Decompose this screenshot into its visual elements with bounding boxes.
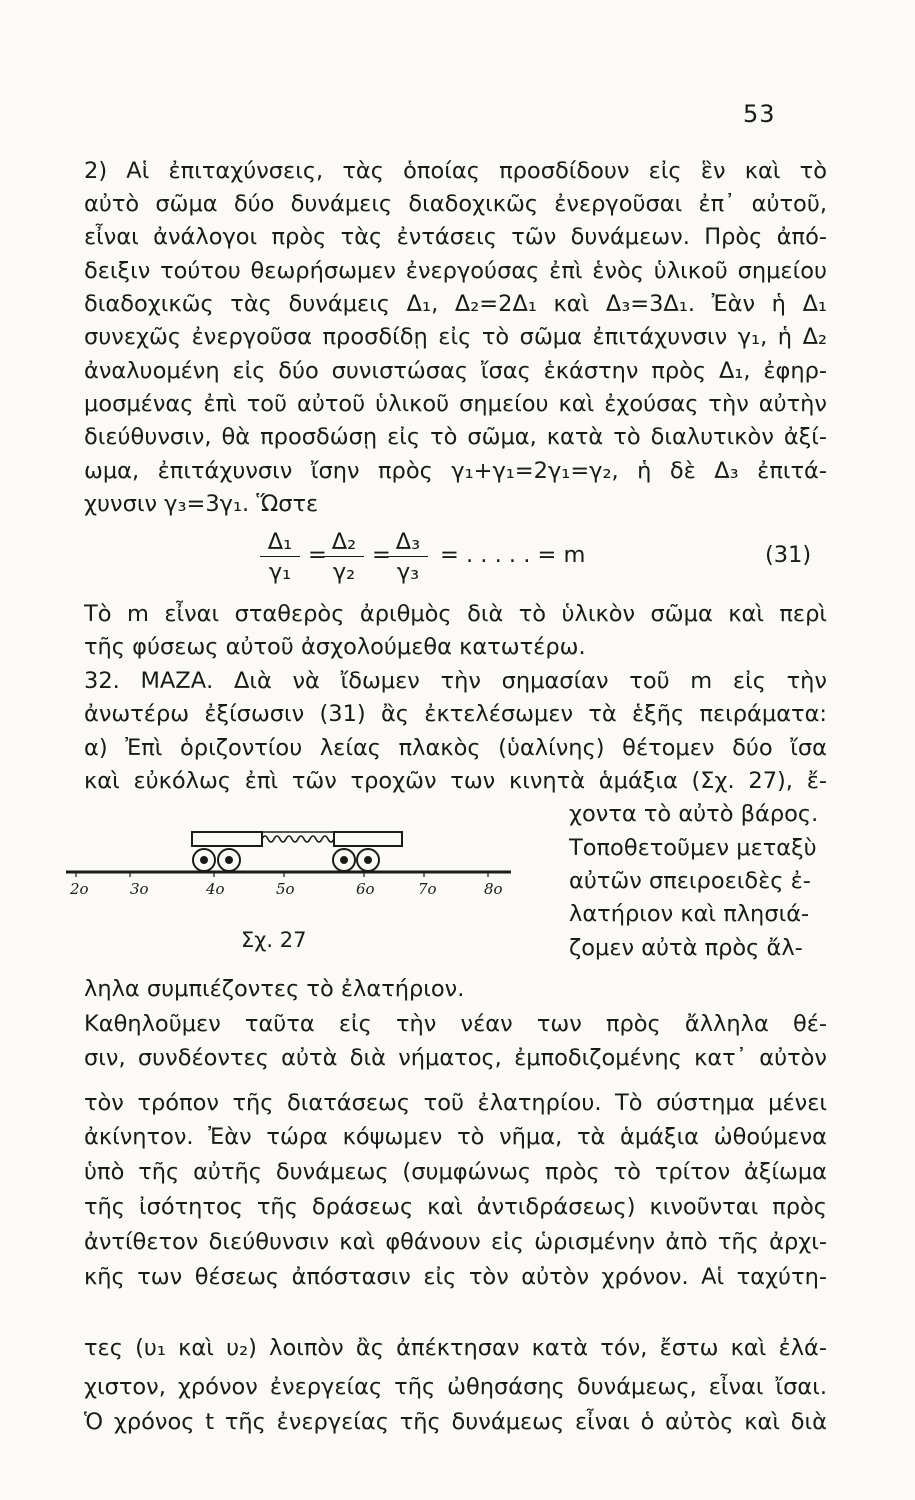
scale-label: 5o (276, 880, 295, 898)
page-number: 53 (743, 100, 776, 128)
scale-label: 6o (356, 880, 375, 898)
equation-number: (31) (765, 542, 812, 568)
text-line: συνεχῶς ἐνεργοῦσα προσδίδῃ εἰς τὸ σῶμα ἐπιτάχυνσιν γ₁, ἡ Δ₂ (84, 324, 827, 350)
scale-label: 8o (484, 880, 503, 898)
text-line: ληλα συμπιέζοντες τὸ ἐλατήριον. (84, 976, 465, 1002)
text-line: αὐτῶν σπειροειδὲς ἐ- (569, 868, 811, 894)
text-line: δειξιν τούτου θεωρήσωμεν ἐνεργούσας ἐπὶ ἑνὸς ὑλικοῦ σημείου (84, 258, 827, 284)
text-line: τῆς φύσεως αὐτοῦ ἀσχολούμεθα κατωτέρω. (84, 634, 586, 660)
text-line: Τὸ m εἶναι σταθερὸς ἀριθμὸς διὰ τὸ ὑλικὸν σῶμα καὶ περὶ (84, 601, 827, 627)
text-line: σιν, συνδέοντες αὐτὰ διὰ νήματος, ἐμποδιζομένης κατ᾽ αὐτὸν (84, 1045, 827, 1071)
scale-label: 2o (70, 880, 89, 898)
text-line: αὐτὸ σῶμα δύο δυνάμεις διαδοχικῶς ἐνεργοῦσαι ἐπ᾽ αὐτοῦ, (84, 191, 827, 217)
text-line: α) Ἐπὶ ὁριζοντίου λείας πλακὸς (ὑαλίνης) θέτομεν δύο ἴσα (84, 735, 827, 761)
numerator: Δ₃ (388, 528, 428, 557)
text-line: τες (υ₁ καὶ υ₂) λοιπὸν ἂς ἀπέκτησαν κατὰ τόν, ἔστω καὶ ἐλά- (84, 1335, 827, 1361)
text-line: Καθηλοῦμεν ταῦτα εἰς τὴν νέαν των πρὸς ἄλληλα θέ- (84, 1011, 827, 1037)
text-line: τῆς ἰσότητος τῆς δράσεως καὶ ἀντιδράσεως) κινοῦνται πρὸς (84, 1194, 827, 1220)
scale-label: 4o (206, 880, 225, 898)
left-cart (192, 832, 262, 871)
text-line: κῆς των θέσεως ἀπόστασιν εἰς τὸν αὐτὸν χρόνον. Αἱ ταχύτη- (84, 1264, 827, 1290)
text-line: τὸν τρόπον τῆς διατάσεως τοῦ ἐλατηρίου. Τὸ σύστημα μένει (84, 1090, 827, 1116)
text-line: καὶ εὐκόλως ἐπὶ τῶν τροχῶν των κινητὰ ἁμάξια (Σχ. 27), ἔ- (84, 768, 827, 794)
text-line: χιστον, χρόνον ἐνεργείας τῆς ὠθησάσης δυνάμεως, εἶναι ἴσαι. (84, 1374, 827, 1400)
text-line: ἀντίθετον διεύθυνσιν καὶ φθάνουν εἰς ὡρισμένην ἀπὸ τῆς ἀρχι- (84, 1229, 827, 1255)
text-line: ἀνωτέρω ἐξίσωσιν (31) ἂς ἐκτελέσωμεν τὰ ἑξῆς πειράματα: (84, 701, 827, 727)
denominator: γ₁ (268, 559, 292, 585)
section-heading-line: 32. ΜΑΖΑ. Διὰ νὰ ἴδωμεν τὴν σημασίαν τοῦ m εἰς τὴν (84, 668, 827, 694)
text-line: 2) Αἱ ἐπιταχύνσεις, τὰς ὁποίας προσδίδουν εἰς ἓν καὶ τὸ (84, 158, 827, 184)
text-line: χυνσιν γ₃=3γ₁. Ὥστε (84, 491, 319, 517)
text-line: ἀναλυομένη εἰς δύο συνιστώσας ἴσας ἑκάστην πρὸς Δ₁, ἐφηρ- (84, 358, 827, 384)
text-line: ὑπὸ τῆς αὐτῆς δυνάμεως (συμφώνως πρὸς τὸ τρίτον ἀξίωμα (84, 1159, 827, 1185)
text-line: μοσμένας ἐπὶ τοῦ αὐτοῦ ὑλικοῦ σημείου καὶ ἐχούσας τὴν αὐτὴν (84, 391, 827, 417)
scale-label: 7o (418, 880, 437, 898)
equation-tail: = . . . . . = m (440, 542, 586, 568)
numerator: Δ₁ (260, 528, 300, 557)
denominator: γ₃ (396, 559, 420, 585)
equals-sign: = (308, 542, 327, 568)
denominator: γ₂ (332, 559, 356, 585)
text-line: ζομεν αὐτὰ πρὸς ἄλ- (569, 935, 803, 961)
text-line: λατήριον καὶ πλησιά- (569, 901, 810, 927)
text-line: ἀκίνητον. Ἐὰν τώρα κόψωμεν τὸ νῆμα, τὰ ἁμάξια ὠθούμενα (84, 1124, 827, 1150)
text-line: Ὁ χρόνος t τῆς ἐνεργείας τῆς δυνάμεως εἶναι ὁ αὐτὸς καὶ διὰ (84, 1409, 827, 1435)
spring (262, 832, 334, 842)
equals-sign: = (372, 542, 391, 568)
numerator: Δ₂ (324, 528, 364, 557)
scale-label: 3o (130, 880, 149, 898)
figure-caption: Σχ. 27 (241, 928, 307, 952)
text-line: Τοποθετοῦμεν μεταξὺ (569, 835, 817, 861)
right-cart (333, 832, 402, 871)
text-line: ωμα, ἐπιτάχυνσιν ἴσην πρὸς γ₁+γ₁=2γ₁=γ₂, ἡ δὲ Δ₃ ἐπιτά- (84, 458, 827, 484)
text-line: εἶναι ἀνάλογοι πρὸς τὰς ἐντάσεις τῶν δυνάμεων. Πρὸς ἀπό- (84, 224, 827, 250)
equation-31 (260, 528, 830, 594)
text-line: διαδοχικῶς τὰς δυνάμεις Δ₁, Δ₂=2Δ₁ καὶ Δ₃=3Δ₁. Ἐὰν ἡ Δ₁ (84, 291, 827, 317)
text-line: διεύθυνσιν, θὰ προσδώσῃ εἰς τὸ σῶμα, κατὰ τὸ διαλυτικὸν ἀξί- (84, 424, 827, 450)
text-line: χοντα τὸ αὐτὸ βάρος. (569, 801, 819, 827)
